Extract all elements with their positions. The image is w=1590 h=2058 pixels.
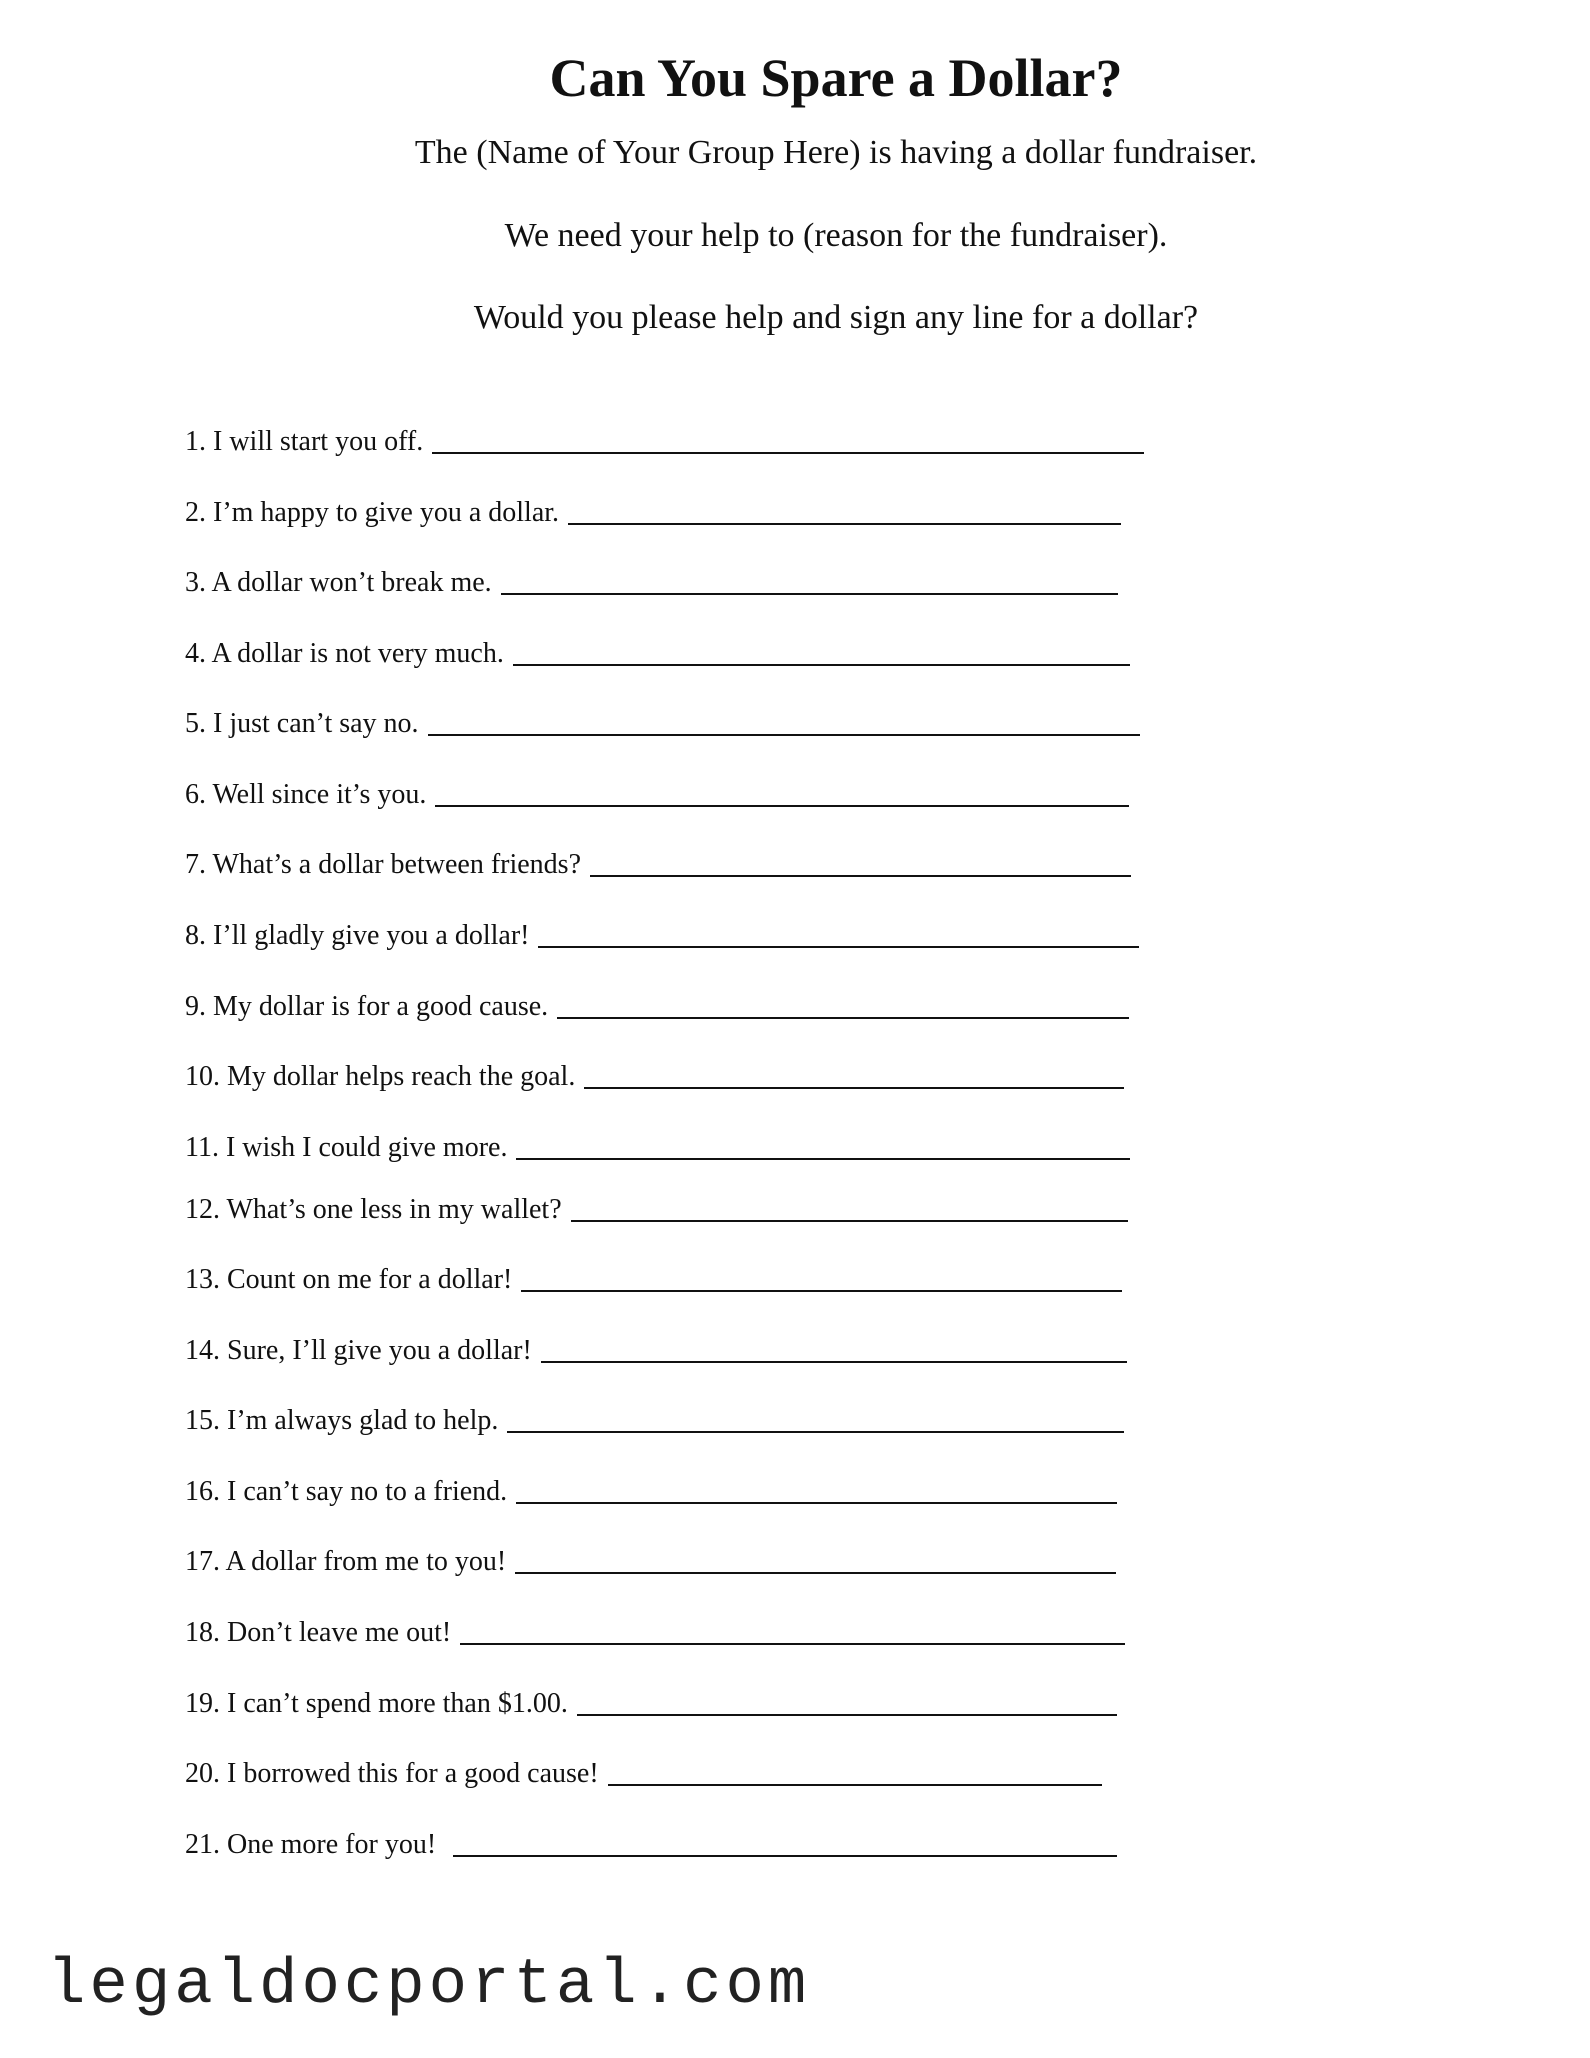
- watermark-brand: legaldocportal.com: [47, 1950, 811, 2022]
- signature-field[interactable]: [568, 523, 1121, 525]
- pledge-line-11: [185, 1130, 1130, 1166]
- signature-field[interactable]: [571, 1220, 1128, 1222]
- pledge-line-18: [185, 1615, 1125, 1651]
- pledge-line-text: 2. I’m happy to give you a dollar.: [185, 497, 560, 528]
- pledge-line-text: 12. What’s one less in my wallet?: [185, 1194, 562, 1225]
- pledge-line-text: 3. A dollar won’t break me.: [185, 567, 492, 598]
- pledge-line-text: 17. A dollar from me to you!: [185, 1546, 507, 1577]
- pledge-line-4: [185, 636, 1130, 672]
- page-title: Can You Spare a Dollar?: [549, 48, 1123, 108]
- pledge-line-10: [185, 1059, 1124, 1095]
- signature-field[interactable]: [435, 805, 1129, 807]
- signature-field[interactable]: [538, 946, 1139, 948]
- signature-field[interactable]: [432, 452, 1144, 454]
- pledge-line-19: [185, 1686, 1117, 1722]
- pledge-line-text: 14. Sure, I’ll give you a dollar!: [185, 1335, 532, 1366]
- pledge-line-text: 10. My dollar helps reach the goal.: [185, 1061, 576, 1092]
- pledge-line-text: 15. I’m always glad to help.: [185, 1405, 499, 1436]
- signature-field[interactable]: [590, 875, 1131, 877]
- pledge-line-text: 7. What’s a dollar between friends?: [185, 849, 582, 880]
- signature-field[interactable]: [515, 1572, 1116, 1574]
- intro-line-request: Would you please help and sign any line for a dollar?: [473, 299, 1199, 336]
- pledge-line-15: [185, 1403, 1124, 1439]
- pledge-line-text: 8. I’ll gladly give you a dollar!: [185, 920, 530, 951]
- pledge-line-text: 18. Don’t leave me out!: [185, 1617, 452, 1648]
- signature-field[interactable]: [507, 1431, 1124, 1433]
- pledge-line-text: 6. Well since it’s you.: [185, 779, 427, 810]
- pledge-line-text: 4. A dollar is not very much.: [185, 638, 504, 669]
- pledge-line-16: [185, 1474, 1117, 1510]
- pledge-line-9: [185, 989, 1129, 1025]
- pledge-line-text: 13. Count on me for a dollar!: [185, 1264, 513, 1295]
- pledge-line-text: 21. One more for you!: [185, 1829, 437, 1860]
- intro-line-reason: We need your help to (reason for the fundraiser).: [504, 217, 1168, 254]
- signature-field[interactable]: [584, 1087, 1124, 1089]
- signature-field[interactable]: [501, 593, 1118, 595]
- pledge-line-2: [185, 495, 1121, 531]
- pledge-line-text: 19. I can’t spend more than $1.00.: [185, 1688, 568, 1719]
- pledge-line-text: 20. I borrowed this for a good cause!: [185, 1758, 599, 1789]
- pledge-line-12: [185, 1192, 1128, 1228]
- signature-field[interactable]: [521, 1290, 1122, 1292]
- signature-field[interactable]: [577, 1714, 1117, 1716]
- pledge-line-20: [185, 1756, 1102, 1792]
- pledge-line-text: 11. I wish I could give more.: [185, 1132, 508, 1163]
- pledge-line-13: [185, 1262, 1122, 1298]
- pledge-line-14: [185, 1333, 1127, 1369]
- pledge-line-5: [185, 706, 1140, 742]
- pledge-line-text: 16. I can’t say no to a friend.: [185, 1476, 508, 1507]
- signature-field[interactable]: [608, 1784, 1102, 1786]
- pledge-line-text: 1. I will start you off.: [185, 426, 424, 457]
- pledge-line-1: [185, 424, 1144, 460]
- pledge-line-text: 9. My dollar is for a good cause.: [185, 991, 549, 1022]
- pledge-line-8: [185, 918, 1139, 954]
- intro-line-group: The (Name of Your Group Here) is having a dollar fundraiser.: [414, 134, 1258, 171]
- pledge-line-text: 5. I just can’t say no.: [185, 708, 419, 739]
- signature-field[interactable]: [516, 1158, 1130, 1160]
- signature-field[interactable]: [428, 734, 1140, 736]
- signature-field[interactable]: [460, 1643, 1125, 1645]
- pledge-line-17: [185, 1544, 1116, 1580]
- pledge-line-21: [185, 1827, 1117, 1863]
- pledge-line-3: [185, 565, 1118, 601]
- signature-field[interactable]: [513, 664, 1130, 666]
- pledge-line-6: [185, 777, 1129, 813]
- pledge-line-7: [185, 847, 1131, 883]
- signature-field[interactable]: [541, 1361, 1127, 1363]
- signature-field[interactable]: [557, 1017, 1129, 1019]
- signature-field[interactable]: [453, 1855, 1117, 1857]
- signature-field[interactable]: [516, 1502, 1117, 1504]
